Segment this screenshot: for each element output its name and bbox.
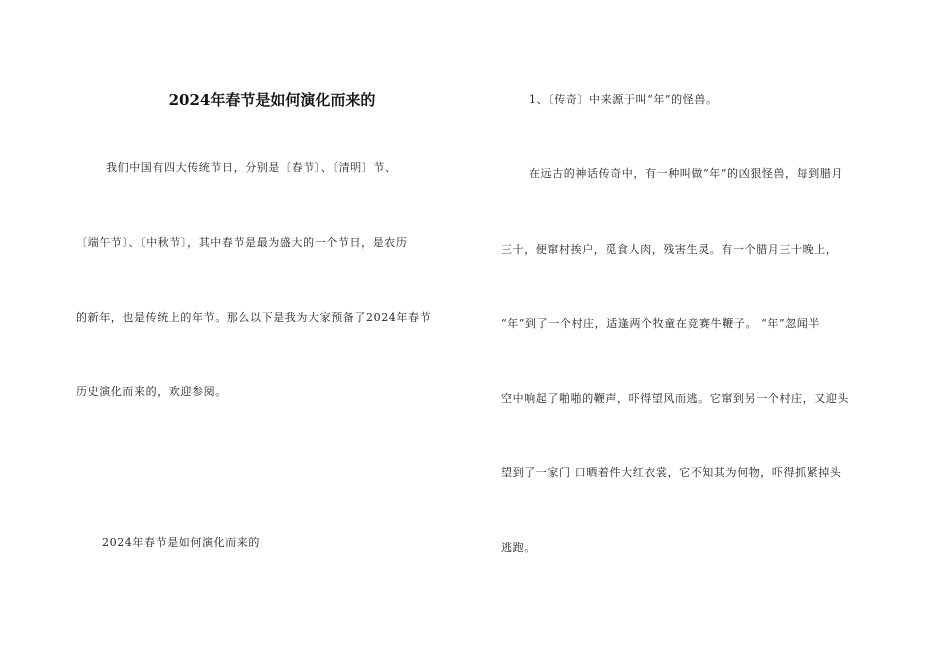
document-title: 2024年春节是如何演化而来的	[168, 91, 376, 109]
paragraph-line: 望到了一家门 口晒着件大红衣裳，它不知其为何物，吓得抓紧掉头	[501, 466, 842, 479]
section-heading: 1、〔传奇〕中来源于叫“年”的怪兽。	[529, 93, 718, 106]
subheading: 2024年春节是如何演化而来的	[102, 536, 260, 549]
paragraph-line: 在远古的神话传奇中，有一种叫做“年”的凶狠怪兽，每到腊月	[529, 167, 844, 180]
paragraph-line: “年”到了一个村庄，适逢两个牧童在竞赛牛鞭子。 “年”忽闻半	[501, 317, 820, 330]
paragraph-line: 的新年，也是传统上的年节。那么以下是我为大家预备了2024年春节	[76, 311, 432, 324]
paragraph-line: 逃跑。	[501, 541, 536, 554]
paragraph-line: 〔端午节〕、〔中秋节〕，其中春节是最为盛大的一个节日，是农历	[76, 236, 408, 249]
paragraph-line: 空中响起了啪啪的鞭声，吓得望风而逃。它窜到另一个村庄，又迎头	[501, 392, 849, 405]
paragraph-line: 历史演化而来的，欢迎参阅。	[76, 385, 227, 398]
paragraph-line: 三十，便窜村挨户，觅食人肉，残害生灵。有一个腊月三十晚上，	[501, 243, 838, 256]
right-column	[501, 0, 893, 672]
left-column	[76, 0, 468, 672]
paragraph-line: 我们中国有四大传统节日，分别是〔春节〕、〔清明〕节、	[106, 161, 397, 174]
